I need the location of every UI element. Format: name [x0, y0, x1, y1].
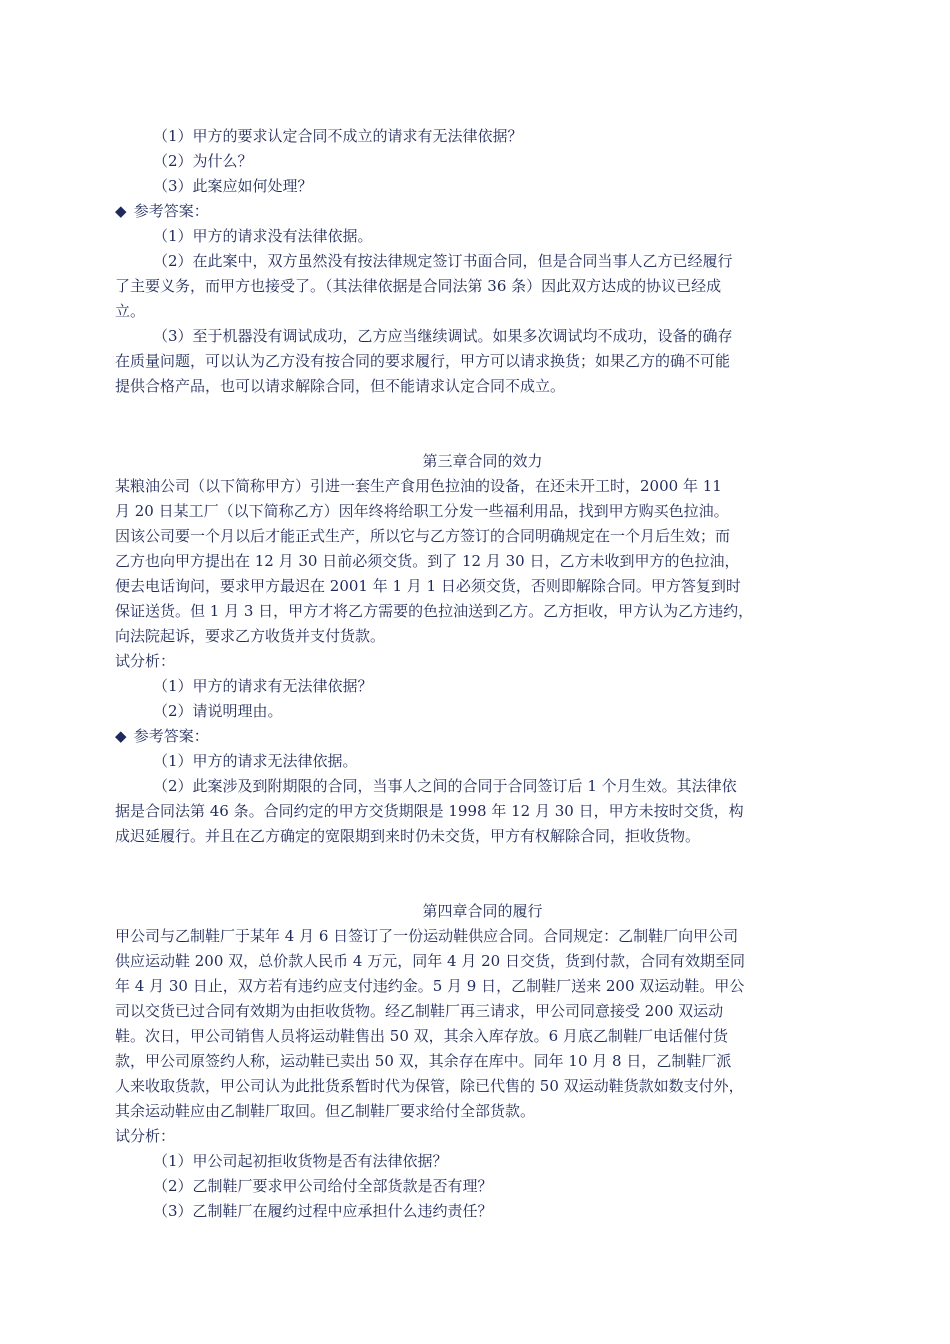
chapter4-case — [115, 924, 850, 1124]
answer-line: （1）甲方的请求无法律依据。 — [153, 752, 358, 770]
case-line: 供应运动鞋 200 双，总价款人民币 4 万元，同年 4 月 20 日交货，货到付款，合同有效期至同 — [115, 952, 745, 970]
case-line: 其余运动鞋应由乙制鞋厂取回。但乙制鞋厂要求给付全部货款。 — [115, 1102, 536, 1120]
answer-line: 据是合同法第 46 条。合同约定的甲方交货期限是 1998 年 12 月 30 日，甲方未按时交货，构 — [115, 802, 744, 820]
case-line: 司以交货已过合同有效期为由拒收货物。经乙制鞋厂再三请求，甲公司同意接受 200 双运动 — [115, 1002, 724, 1020]
analysis-label: 试分析： — [115, 652, 176, 670]
question-line: （1）甲方的请求有无法律依据？ — [153, 677, 373, 695]
case-line: 因该公司要一个月以后才能正式生产，所以它与乙方签订的合同明确规定在一个月后生效；而 — [115, 527, 731, 545]
case-line: 某粮油公司（以下简称甲方）引进一套生产食用色拉油的设备，在还未开工时，2000 年 11 — [115, 477, 722, 495]
case-line: 款，甲公司原签约人称，运动鞋已卖出 50 双，其余存在库中。同年 10 月 8 日，乙制鞋厂派 — [115, 1052, 732, 1070]
document-page — [115, 124, 850, 1224]
section-spacer — [115, 399, 850, 449]
answer-line: 提供合格产品，也可以请求解除合同，但不能请求认定合同不成立。 — [115, 377, 566, 395]
case-line: 甲公司与乙制鞋厂于某年 4 月 6 日签订了一份运动鞋供应合同。合同规定：乙制鞋厂向甲公司 — [115, 927, 739, 945]
answer-heading — [115, 199, 850, 224]
answer-line: 成迟延履行。并且在乙方确定的宽限期到来时仍未交货，甲方有权解除合同，拒收货物。 — [115, 827, 701, 845]
question-line: （1）甲公司起初拒收货物是否有法律依据？ — [153, 1152, 448, 1170]
answer-line: 在质量问题，可以认为乙方没有按合同的要求履行，甲方可以请求换货；如果乙方的确不可能 — [115, 352, 731, 370]
case-line: 保证送货。但 1 月 3 日，甲方才将乙方需要的色拉油送到乙方。乙方拒收，甲方认为乙方违约， — [115, 602, 754, 620]
chapter4-questions — [115, 1149, 850, 1224]
case-line: 鞋。次日，甲公司销售人员将运动鞋售出 50 双，其余入库存放。6 月底乙制鞋厂电话催付货 — [115, 1027, 728, 1045]
question-line: （2）为什么？ — [153, 152, 253, 170]
answer-label: 参考答案： — [133, 727, 209, 745]
section2-questions — [115, 124, 850, 199]
answer-label: 参考答案： — [133, 202, 209, 220]
question-line: （3）乙制鞋厂在履约过程中应承担什么违约责任？ — [153, 1202, 493, 1220]
chapter3-case — [115, 474, 850, 649]
answer-line: （2）在此案中，双方虽然没有按法律规定签订书面合同，但是合同当事人乙方已经履行 — [153, 252, 733, 270]
case-line: 月 20 日某工厂（以下简称乙方）因年终将给职工分发一些福利用品，找到甲方购买色拉油。 — [115, 502, 729, 520]
answer-line: （1）甲方的请求没有法律依据。 — [153, 227, 373, 245]
case-line: 乙方也向甲方提出在 12 月 30 日前必须交货。到了 12 月 30 日，乙方未收到甲方的色拉油， — [115, 552, 740, 570]
case-line: 人来收取货款，甲公司认为此批货系暂时代为保管，除已代售的 50 双运动鞋货款如数支付外， — [115, 1077, 744, 1095]
chapter3-answers — [115, 749, 850, 849]
answer-line: 了主要义务，而甲方也接受了。（其法律依据是合同法第 36 条）因此双方达成的协议已经成 — [115, 277, 722, 295]
diamond-bullet-icon: ◆ — [115, 202, 127, 220]
question-line: （3）此案应如何处理？ — [153, 177, 313, 195]
answer-line: 立。 — [115, 302, 146, 320]
diamond-bullet-icon: ◆ — [115, 727, 127, 745]
question-line: （2）乙制鞋厂要求甲公司给付全部货款是否有理？ — [153, 1177, 493, 1195]
chapter3-questions — [115, 674, 850, 724]
section2-answers — [115, 224, 850, 399]
chapter3-title: 第三章合同的效力 — [422, 452, 543, 470]
case-line: 年 4 月 30 日止，双方若有违约应支付违约金。5 月 9 日，乙制鞋厂送来 200 双运动鞋。甲公 — [115, 977, 745, 995]
answer-line: （2）此案涉及到附期限的合同，当事人之间的合同于合同签订后 1 个月生效。其法律依 — [153, 777, 737, 795]
question-line: （1）甲方的要求认定合同不成立的请求有无法律依据？ — [153, 127, 523, 145]
analysis-label: 试分析： — [115, 1127, 176, 1145]
case-line: 便去电话询问，要求甲方最迟在 2001 年 1 月 1 日必须交货，否则即解除合同。甲方答复到时 — [115, 577, 741, 595]
answer-heading — [115, 724, 850, 749]
question-line: （2）请说明理由。 — [153, 702, 283, 720]
section-spacer — [115, 849, 850, 899]
answer-line: （3）至于机器没有调试成功，乙方应当继续调试。如果多次调试均不成功，设备的确存 — [153, 327, 733, 345]
chapter4-title: 第四章合同的履行 — [422, 902, 543, 920]
case-line: 向法院起诉，要求乙方收货并支付货款。 — [115, 627, 386, 645]
